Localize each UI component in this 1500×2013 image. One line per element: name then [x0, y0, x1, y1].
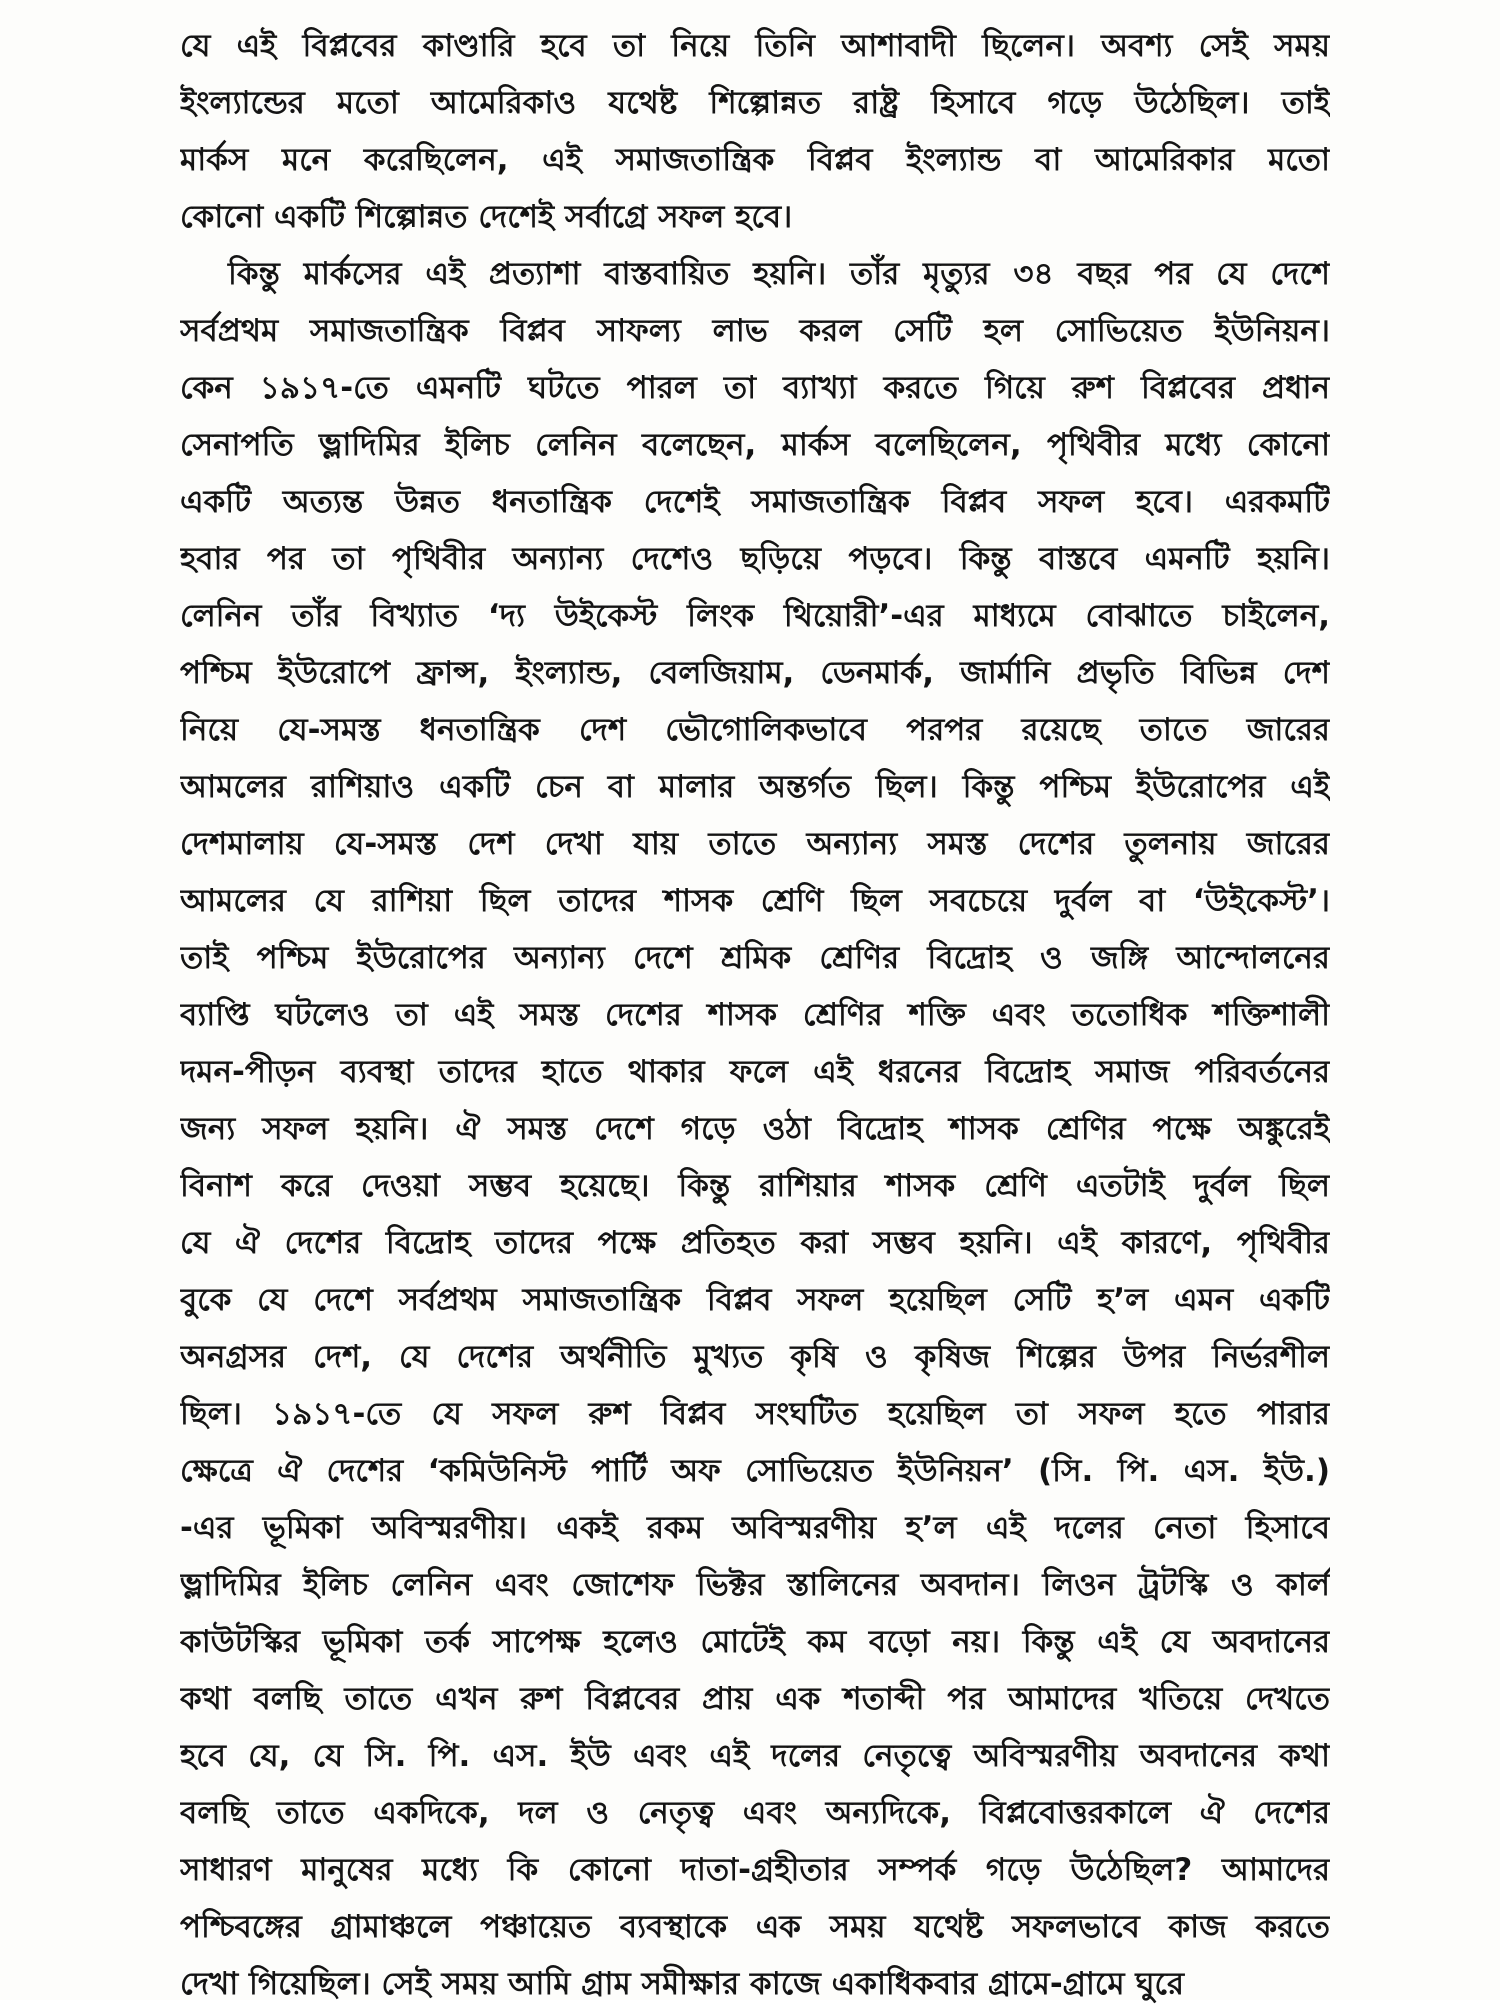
text-line: কিন্তু মার্কসের এই প্রত্যাশা বাস্তবায়িত হয়নি। তাঁর মৃত্যুর ৩৪ বছর পর যে দেশে [228, 256, 1330, 292]
text-line: সাধারণ মানুষের মধ্যে কি কোনো দাতা-গ্রহীতার সম্পর্ক গড়ে উঠেছিল? আমাদের [180, 1852, 1330, 1888]
text-line: সর্বপ্রথম সমাজতান্ত্রিক বিপ্লব সাফল্য লাভ করল সেটি হল সোভিয়েত ইউনিয়ন। [180, 313, 1330, 349]
text-line: মার্কস মনে করেছিলেন, এই সমাজতান্ত্রিক বিপ্লব ইংল্যান্ড বা আমেরিকার মতো [180, 142, 1330, 178]
text-line: তাই পশ্চিম ইউরোপের অন্যান্য দেশে শ্রমিক শ্রেণির বিদ্রোহ ও জঙ্গি আন্দোলনের [180, 940, 1330, 976]
body-text [180, 18, 1330, 2013]
paragraph [180, 246, 1330, 2013]
text-line: জন্য সফল হয়নি। ঐ সমস্ত দেশে গড়ে ওঠা বিদ্রোহ শাসক শ্রেণির পক্ষে অঙ্কুরেই [180, 1111, 1330, 1147]
text-line: নিয়ে যে-সমস্ত ধনতান্ত্রিক দেশ ভৌগোলিকভাবে পরপর রয়েছে তাতে জারের [180, 712, 1330, 748]
text-line: কেন ১৯১৭-তে এমনটি ঘটতে পারল তা ব্যাখ্যা করতে গিয়ে রুশ বিপ্লবের প্রধান [180, 370, 1330, 406]
text-line: পশ্চিম ইউরোপে ফ্রান্স, ইংল্যান্ড, বেলজিয়াম, ডেনমার্ক, জার্মানি প্রভৃতি বিভিন্ন দেশ [180, 655, 1330, 691]
text-line: হবে যে, যে সি. পি. এস. ইউ এবং এই দলের নেতৃত্বে অবিস্মরণীয় অবদানের কথা [180, 1738, 1330, 1774]
paragraph [180, 18, 1330, 246]
text-line: সেনাপতি ভ্লাদিমির ইলিচ লেনিন বলেছেন, মার্কস বলেছিলেন, পৃথিবীর মধ্যে কোনো [180, 427, 1330, 463]
text-line: দেখা গিয়েছিল। সেই সময় আমি গ্রাম সমীক্ষার কাজে একাধিকবার গ্রামে-গ্রামে ঘুরে [180, 1966, 1185, 2002]
text-line: যে এই বিপ্লবের কাণ্ডারি হবে তা নিয়ে তিনি আশাবাদী ছিলেন। অবশ্য সেই সময় [180, 28, 1330, 64]
text-line: পশ্চিবঙ্গের গ্রামাঞ্চলে পঞ্চায়েত ব্যবস্থাকে এক সময় যথেষ্ট সফলভাবে কাজ করতে [180, 1909, 1330, 1945]
text-line: আমলের রাশিয়াও একটি চেন বা মালার অন্তর্গত ছিল। কিন্তু পশ্চিম ইউরোপের এই [180, 769, 1330, 805]
text-line: ব্যাপ্তি ঘটলেও তা এই সমস্ত দেশের শাসক শ্রেণির শক্তি এবং ততোধিক শক্তিশালী [180, 997, 1330, 1033]
text-line: কাউটস্কির ভূমিকা তর্ক সাপেক্ষ হলেও মোটেই কম বড়ো নয়। কিন্তু এই যে অবদানের [180, 1624, 1330, 1660]
text-line: ইংল্যান্ডের মতো আমেরিকাও যথেষ্ট শিল্পোন্নত রাষ্ট্র হিসাবে গড়ে উঠেছিল। তাই [180, 85, 1330, 121]
text-line: -এর ভূমিকা অবিস্মরণীয়। একই রকম অবিস্মরণীয় হ’ল এই দলের নেতা হিসাবে [180, 1510, 1330, 1546]
text-line: বিনাশ করে দেওয়া সম্ভব হয়েছে। কিন্তু রাশিয়ার শাসক শ্রেণি এতটাই দুর্বল ছিল [180, 1168, 1330, 1204]
text-line: লেনিন তাঁর বিখ্যাত ‘দ্য উইকেস্ট লিংক থিয়োরী’-এর মাধ্যমে বোঝাতে চাইলেন, [180, 598, 1330, 634]
text-line: বুকে যে দেশে সর্বপ্রথম সমাজতান্ত্রিক বিপ্লব সফল হয়েছিল সেটি হ’ল এমন একটি [180, 1282, 1330, 1318]
text-line: কোনো একটি শিল্পোন্নত দেশেই সর্বাগ্রে সফল হবে। [180, 199, 793, 235]
text-line: একটি অত্যন্ত উন্নত ধনতান্ত্রিক দেশেই সমাজতান্ত্রিক বিপ্লব সফল হবে। এরকমটি [180, 484, 1330, 520]
text-line: ছিল। ১৯১৭-তে যে সফল রুশ বিপ্লব সংঘটিত হয়েছিল তা সফল হতে পারার [180, 1396, 1330, 1432]
text-line: যে ঐ দেশের বিদ্রোহ তাদের পক্ষে প্রতিহত করা সম্ভব হয়নি। এই কারণে, পৃথিবীর [180, 1225, 1330, 1261]
text-line: আমলের যে রাশিয়া ছিল তাদের শাসক শ্রেণি ছিল সবচেয়ে দুর্বল বা ‘উইকেস্ট’। [180, 883, 1330, 919]
text-line: দমন-পীড়ন ব্যবস্থা তাদের হাতে থাকার ফলে এই ধরনের বিদ্রোহ সমাজ পরিবর্তনের [180, 1054, 1330, 1090]
text-line: বলছি তাতে একদিকে, দল ও নেতৃত্ব এবং অন্যদিকে, বিপ্লবোত্তরকালে ঐ দেশের [180, 1795, 1330, 1831]
text-line: কথা বলছি তাতে এখন রুশ বিপ্লবের প্রায় এক শতাব্দী পর আমাদের খতিয়ে দেখতে [180, 1681, 1330, 1717]
text-line: হবার পর তা পৃথিবীর অন্যান্য দেশেও ছড়িয়ে পড়বে। কিন্তু বাস্তবে এমনটি হয়নি। [180, 541, 1330, 577]
text-line: ভ্লাদিমির ইলিচ লেনিন এবং জোশেফ ভিক্টর স্তালিনের অবদান। লিওন ট্রটস্কি ও কার্ল [180, 1567, 1330, 1603]
text-line: ক্ষেত্রে ঐ দেশের ‘কমিউনিস্ট পার্টি অফ সোভিয়েত ইউনিয়ন’ (সি. পি. এস. ইউ.) [180, 1453, 1330, 1489]
text-line: দেশমালায় যে-সমস্ত দেশ দেখা যায় তাতে অন্যান্য সমস্ত দেশের তুলনায় জারের [180, 826, 1330, 862]
text-line: অনগ্রসর দেশ, যে দেশের অর্থনীতি মুখ্যত কৃষি ও কৃষিজ শিল্পের উপর নির্ভরশীল [180, 1339, 1330, 1375]
